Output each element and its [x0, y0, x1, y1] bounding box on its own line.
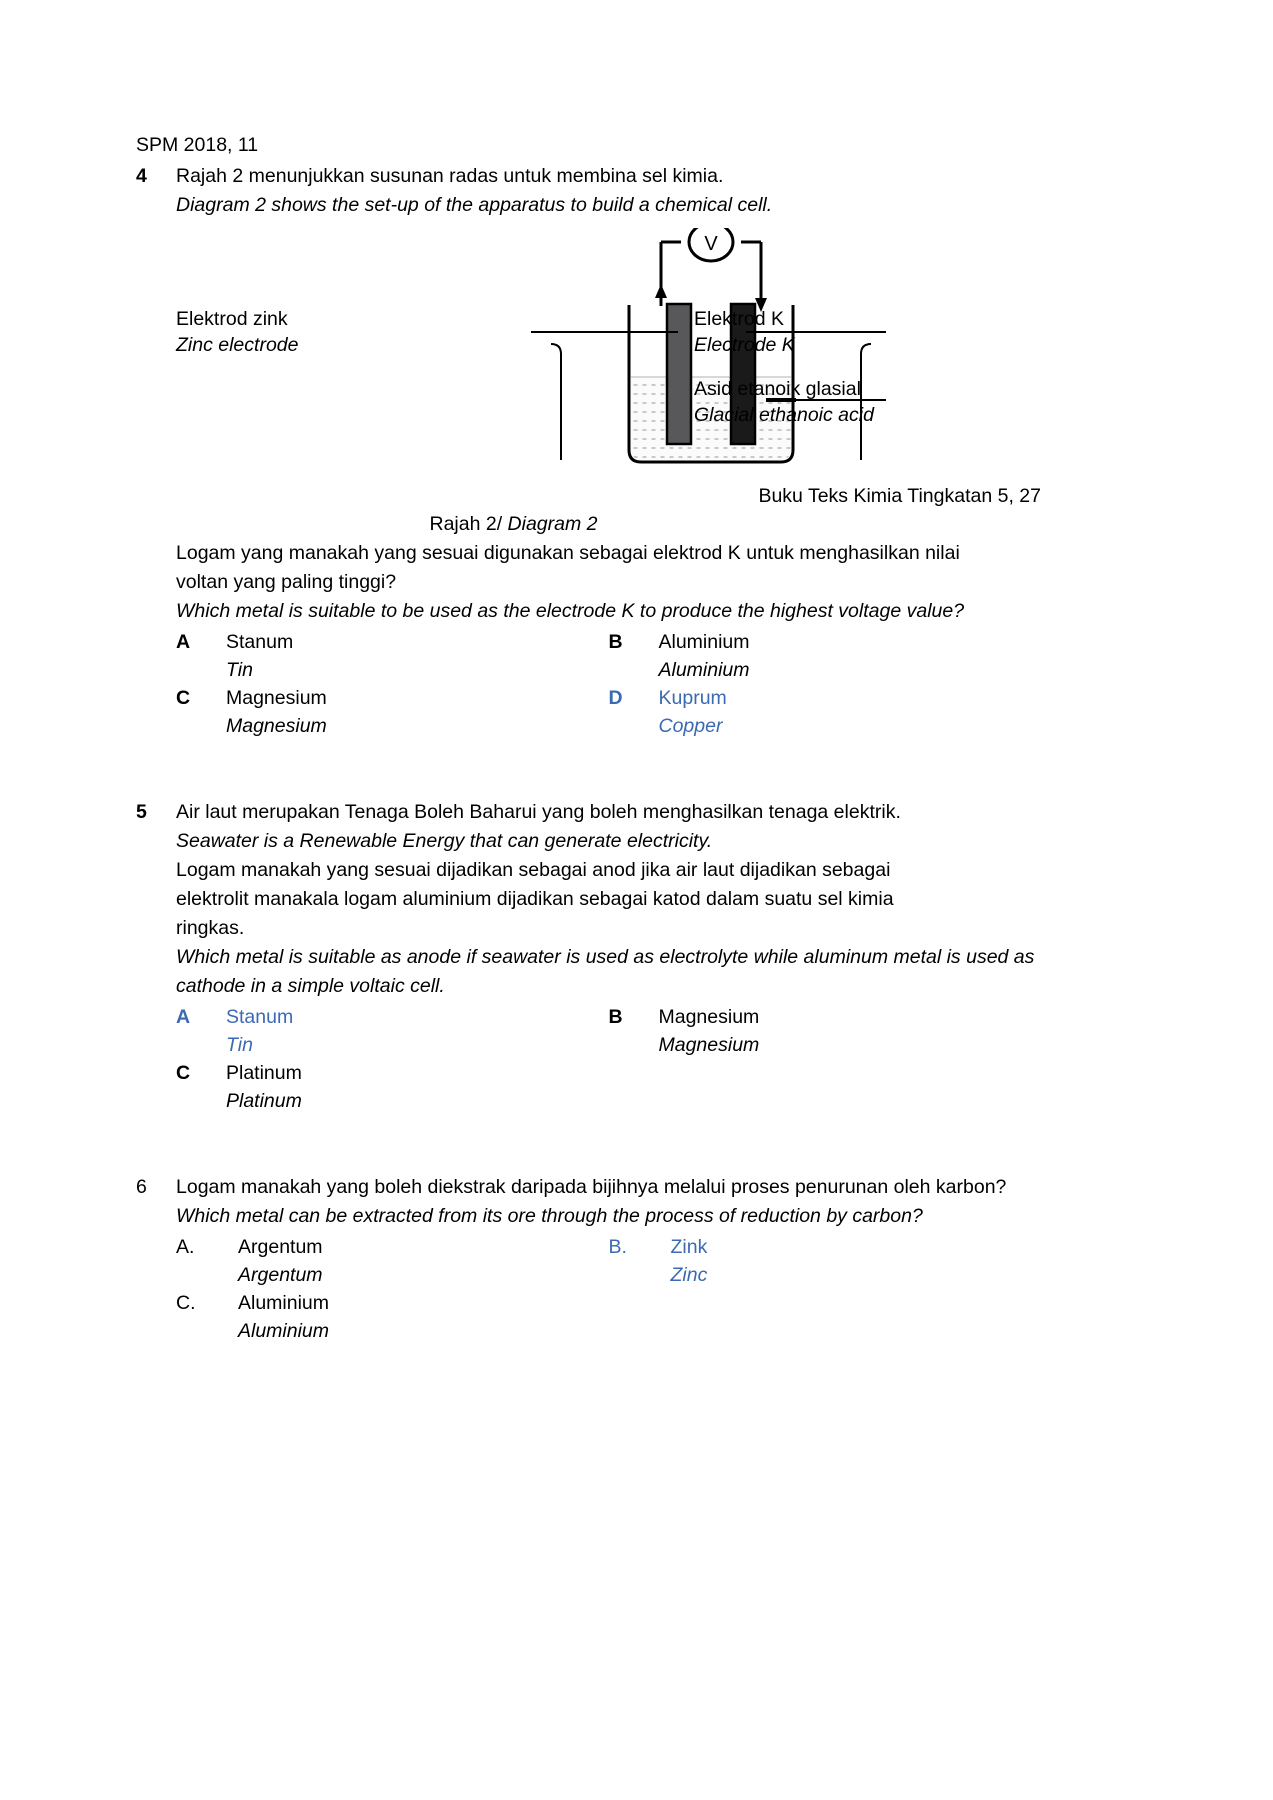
diagram-caption: [176, 510, 1041, 539]
label-electrode-k: [694, 306, 795, 358]
option-6-B-key: B.: [608, 1236, 627, 1258]
question-6-options: [176, 1233, 1041, 1345]
option-5-B-key: B: [608, 1006, 623, 1028]
diagram-2-container: [176, 228, 1041, 478]
option-4-C[interactable]: [176, 684, 609, 740]
question-5-number: 5: [136, 801, 147, 823]
question-6-stem-english: Which metal can be extracted from its ore through the process of reduction by carbon?: [176, 1205, 923, 1227]
option-6-B-english: Zinc: [670, 1264, 708, 1286]
option-5-B-english: Magnesium: [658, 1034, 760, 1056]
question-5-body-malay-line3: ringkas.: [176, 917, 245, 939]
question-4: [136, 162, 1041, 740]
option-6-C-english: Aluminium: [238, 1320, 330, 1342]
option-5-A-malay: Stanum: [226, 1006, 294, 1028]
option-4-D[interactable]: [609, 684, 1042, 740]
option-6-C-malay: Aluminium: [238, 1292, 330, 1314]
option-6-A-key: A.: [176, 1236, 195, 1258]
option-4-C-key: C: [176, 687, 191, 709]
option-4-B[interactable]: [609, 628, 1042, 684]
question-4-prompt-english: Which metal is suitable to be used as the electrode K to produce the highest voltage value?: [176, 600, 965, 622]
option-6-C-key: C.: [176, 1292, 196, 1314]
option-6-A[interactable]: [176, 1233, 609, 1289]
option-4-A-key: A: [176, 631, 191, 653]
voltmeter-symbol: [689, 228, 733, 261]
question-4-options: [176, 628, 1041, 740]
option-4-C-malay: Magnesium: [226, 687, 327, 709]
label-electrode-k-english: Electrode K: [694, 334, 795, 356]
question-6-number: 6: [136, 1176, 147, 1198]
option-4-D-english: Copper: [658, 715, 723, 737]
option-5-C-english: Platinum: [226, 1090, 302, 1112]
question-4-number: 4: [136, 165, 147, 187]
option-4-A-english: Tin: [226, 659, 253, 681]
question-4-prompt-malay-line1: Logam yang manakah yang sesuai digunakan sebagai elektrod K untuk menghasilkan nilai: [176, 542, 960, 564]
question-4-stem-malay: Rajah 2 menunjukkan susunan radas untuk membina sel kimia.: [176, 165, 724, 187]
option-5-C[interactable]: [176, 1059, 609, 1115]
label-zinc-electrode-malay: Elektrod zink: [176, 308, 288, 330]
question-4-prompt-malay-line2: voltan yang paling tinggi?: [176, 571, 397, 593]
question-6: [136, 1173, 1041, 1345]
question-5-body-english: Which metal is suitable as anode if seawater is used as electrolyte while aluminum metal is used as cathode in a simple voltaic cell.: [176, 946, 1035, 997]
voltmeter-letter: V: [704, 233, 718, 255]
question-5-stem-english: Seawater is a Renewable Energy that can generate electricity.: [176, 830, 713, 852]
option-5-A-key: A: [176, 1006, 191, 1028]
option-5-C-key: C: [176, 1062, 191, 1084]
page-content: [136, 130, 1041, 1345]
question-5-body-malay-line2: elektrolit manakala logam aluminium dijadikan sebagai katod dalam suatu sel kimia: [176, 888, 894, 910]
label-electrode-k-malay: Elektrod K: [694, 308, 784, 330]
zinc-electrode-bar: [667, 304, 691, 444]
option-5-A[interactable]: [176, 1003, 609, 1059]
question-4-stem-english: Diagram 2 shows the set-up of the apparatus to build a chemical cell.: [176, 194, 773, 216]
option-5-B-malay: Magnesium: [658, 1006, 760, 1028]
label-glacial-ethanoic-acid-malay: Asid etanoik glasial: [694, 378, 861, 400]
question-5-stem-malay: Air laut merupakan Tenaga Boleh Baharui yang boleh menghasilkan tenaga elektrik.: [176, 801, 901, 823]
label-glacial-ethanoic-acid: [694, 376, 874, 428]
label-zinc-electrode-english: Zinc electrode: [176, 334, 299, 356]
option-6-C[interactable]: [176, 1289, 609, 1345]
question-5: [136, 798, 1041, 1115]
option-4-B-key: B: [608, 631, 623, 653]
option-6-B-malay: Zink: [670, 1236, 708, 1258]
option-5-B[interactable]: [609, 1003, 1042, 1059]
option-5-A-english: Tin: [226, 1034, 253, 1056]
option-6-A-malay: Argentum: [238, 1236, 323, 1258]
source-reference: SPM 2018, 11: [136, 134, 259, 156]
question-5-options: [176, 1003, 1041, 1115]
option-4-D-key: D: [608, 687, 623, 709]
option-4-B-malay: Aluminium: [658, 631, 750, 653]
option-4-B-english: Aluminium: [658, 659, 750, 681]
option-5-C-malay: Platinum: [226, 1062, 302, 1084]
label-zinc-electrode: [176, 306, 298, 358]
option-4-D-malay: Kuprum: [658, 687, 727, 709]
diagram-caption-malay: Rajah 2/: [429, 513, 503, 535]
question-6-stem-malay: Logam manakah yang boleh diekstrak daripada bijihnya melalui proses penurunan oleh karbon?: [176, 1176, 1007, 1198]
option-4-C-english: Magnesium: [226, 715, 327, 737]
option-6-B[interactable]: [609, 1233, 1042, 1289]
diagram-attribution: Buku Teks Kimia Tingkatan 5, 27: [758, 485, 1041, 507]
diagram-caption-english: Diagram 2: [507, 513, 598, 535]
option-4-A-malay: Stanum: [226, 631, 294, 653]
label-glacial-ethanoic-acid-english: Glacial ethanoic acid: [694, 404, 874, 426]
question-5-body-malay-line1: Logam manakah yang sesuai dijadikan sebagai anod jika air laut dijadikan sebagai: [176, 859, 891, 881]
option-6-A-english: Argentum: [238, 1264, 323, 1286]
option-4-A[interactable]: [176, 628, 609, 684]
